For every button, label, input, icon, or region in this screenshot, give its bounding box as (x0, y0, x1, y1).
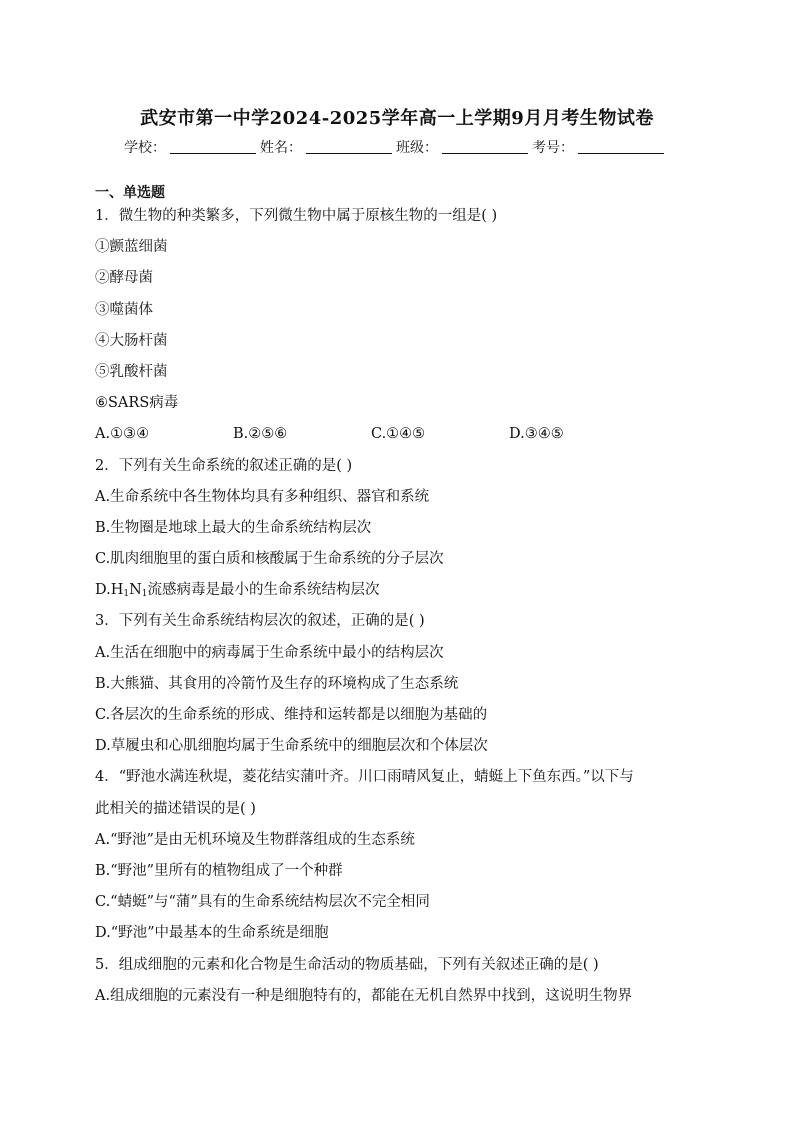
option-d-prefix: D.H (95, 582, 124, 599)
question-stem-continued: 此相关的描述错误的是( ) (95, 800, 256, 817)
option-b: B.生物圈是地球上最大的生命系统结构层次 (95, 519, 372, 536)
exam-number-field (532, 137, 668, 157)
question-stem: 2．下列有关生命系统的叙述正确的是( ) (95, 457, 353, 474)
question-list (95, 201, 705, 1012)
exam-number-label: 考号： (532, 140, 574, 156)
option-d: D.草履虫和心肌细胞均属于生命系统中的细胞层次和个体层次 (95, 738, 488, 755)
list-item: ④大肠杆菌 (95, 332, 168, 349)
question-stem: 5．组成细胞的元素和化合物是生命活动的物质基础，下列有关叙述正确的是( ) (95, 956, 599, 973)
name-blank[interactable] (306, 152, 392, 154)
option-d: D.③④⑤ (509, 426, 564, 443)
option-a: A.①③④ (95, 426, 150, 443)
student-info-row (124, 137, 684, 157)
list-item: ⑤乳酸杆菌 (95, 363, 168, 380)
question-stem: 4．“野池水满连秋堤，菱花结实蒲叶齐。川口雨晴风复止，蜻蜓上下鱼东西。”以下与 (95, 769, 634, 786)
option-c: C.“蜻蜓”与“蒲”具有的生命系统结构层次不完全相同 (95, 894, 430, 911)
class-field (396, 137, 532, 157)
section-heading: 一、单选题 (95, 185, 165, 201)
option-d (95, 575, 705, 606)
option-d-suffix: 流感病毒是最小的生命系统结构层次 (147, 582, 380, 599)
name-field (260, 137, 396, 157)
school-blank[interactable] (170, 152, 256, 154)
school-label: 学校： (124, 140, 166, 156)
list-item: ⑥SARS病毒 (95, 395, 179, 412)
name-label: 姓名： (260, 140, 302, 156)
question-stem: 1．微生物的种类繁多，下列微生物中属于原核生物的一组是( ) (95, 208, 498, 224)
question-stem: 3．下列有关生命系统结构层次的叙述，正确的是( ) (95, 613, 425, 630)
exam-number-blank[interactable] (578, 152, 664, 154)
option-d: D.“野池”中最基本的生命系统是细胞 (95, 925, 329, 942)
class-label: 班级： (396, 140, 438, 156)
option-c: C.①④⑤ (371, 426, 426, 443)
option-b: B.“野池”里所有的植物组成了一个种群 (95, 862, 343, 879)
school-field (124, 137, 260, 157)
option-b: B.大熊猫、其食用的冷箭竹及生存的环境构成了生态系统 (95, 675, 459, 692)
answer-options (95, 419, 705, 450)
page-title: 武安市第一中学2024-2025学年高一上学期9月月考生物试卷 (140, 108, 654, 129)
list-item: ②酵母菌 (95, 270, 153, 287)
class-blank[interactable] (442, 152, 528, 154)
list-item: ③噬菌体 (95, 301, 153, 318)
option-a: A.“野池”是由无机环境及生物群落组成的生态系统 (95, 831, 415, 848)
option-a: A.组成细胞的元素没有一种是细胞特有的，都能在无机自然界中找到，这说明生物界 (95, 987, 633, 1004)
option-d-mid: N (129, 582, 142, 599)
option-c: C.各层次的生命系统的形成、维持和运转都是以细胞为基础的 (95, 707, 488, 723)
option-d-sub1: 1 (123, 589, 130, 600)
list-item: ①颤蓝细菌 (95, 239, 168, 256)
option-d-sub2: 1 (141, 589, 148, 600)
option-c: C.肌肉细胞里的蛋白质和核酸属于生命系统的分子层次 (95, 551, 444, 568)
option-b: B.②⑤⑥ (233, 426, 288, 443)
option-a: A.生命系统中各生物体均具有多种组织、器官和系统 (95, 488, 430, 505)
option-a: A.生活在细胞中的病毒属于生命系统中最小的结构层次 (95, 644, 444, 661)
